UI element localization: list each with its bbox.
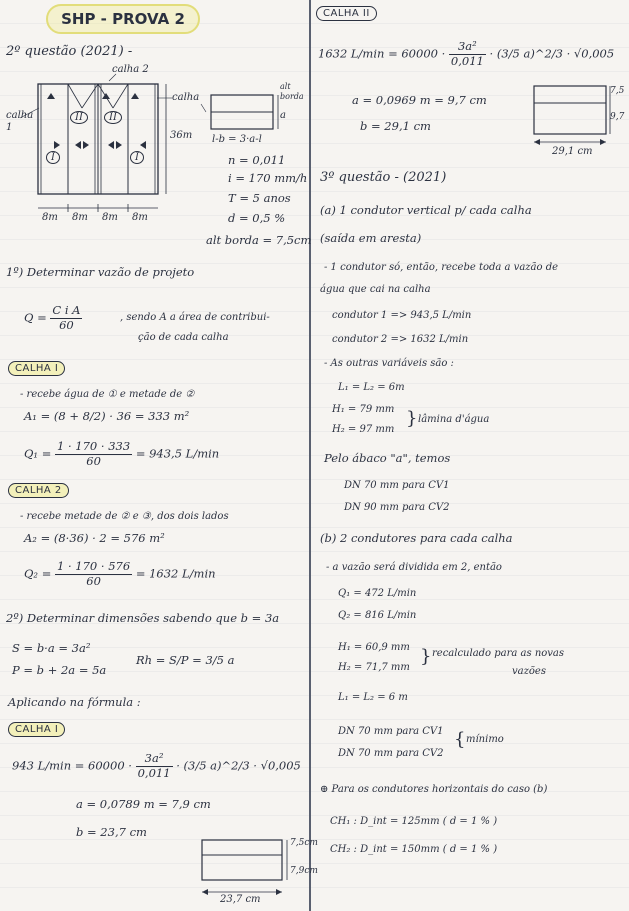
param-alt-borda: alt borda = 7,5cm xyxy=(206,233,312,247)
calha1-dim-b: 23,7 cm xyxy=(220,894,261,905)
formula-q-note: , sendo A a área de contribui- xyxy=(120,312,270,323)
calha1-tag: CALHA I xyxy=(8,361,65,376)
l-equation-b: L₁ = L₂ = 6 m xyxy=(338,692,408,703)
calha2-dim-borda: 7,5 xyxy=(610,86,625,96)
dn2b: DN 70 mm para CV2 xyxy=(338,748,444,759)
outras-variaveis: - As outras variáveis são : xyxy=(324,358,454,369)
dn1: DN 70 mm para CV1 xyxy=(344,480,450,491)
recalc-label: recalculado para as novas xyxy=(432,648,565,659)
recalc-label2: vazões xyxy=(512,666,546,677)
calha2-desc: - recebe metade de ② e ③, dos dois lados xyxy=(20,511,229,522)
abaco-text: Pelo ábaco "a", temos xyxy=(324,451,451,465)
formula-q-note2: ção de cada calha xyxy=(138,332,229,343)
dn2: DN 90 mm para CV2 xyxy=(344,502,450,513)
column-divider xyxy=(309,0,311,911)
minimo-label: mínimo xyxy=(466,734,504,745)
horizontal-note: ⊕ Para os condutores horizontais do caso (b) xyxy=(320,784,548,795)
param-i: i = 170 mm/h xyxy=(228,171,308,185)
width-label-3: 8m xyxy=(102,212,118,223)
aplicando-label: Aplicando na fórmula : xyxy=(8,695,141,709)
calha1-dim-a: 7,9cm xyxy=(290,866,318,876)
ch1: CH₁ : D_int = 125mm ( d = 1 % ) xyxy=(330,816,498,827)
q3-title: 3º questão - (2021) xyxy=(320,170,447,185)
section-label-2: II xyxy=(70,112,88,124)
calha1b-tag: CALHA I xyxy=(8,722,65,737)
q3b-title: (b) 2 condutores para cada calha xyxy=(320,531,513,545)
width-label-2: 8m xyxy=(72,212,88,223)
calha2-a-result: a = 0,0969 m = 9,7 cm xyxy=(352,93,487,107)
page-title: SHP - PROVA 2 xyxy=(46,4,200,34)
l-equation: L₁ = L₂ = 6m xyxy=(338,382,405,393)
q3b-text: - a vazão será dividida em 2, então xyxy=(326,562,502,573)
q3a-text1: - 1 condutor só, então, recebe toda a vazão de xyxy=(324,262,559,273)
calha2-label: calha 2 xyxy=(112,64,149,75)
h1b-value: H₁ = 60,9 mm xyxy=(338,642,410,653)
calha2-area: A₂ = (8·36) · 2 = 576 m² xyxy=(24,531,165,545)
alt-borda-label: alt borda xyxy=(280,82,304,101)
calha1-desc: - recebe água de ① e metade de ② xyxy=(20,389,195,400)
q3a-subtitle: (saída em aresta) xyxy=(320,231,422,245)
h2b-value: H₂ = 71,7 mm xyxy=(338,662,410,673)
a-dim-label: a xyxy=(280,110,286,121)
p-equation: P = b + 2a = 5a xyxy=(12,663,107,677)
q2-title: 2º questão (2021) - xyxy=(6,44,133,59)
dn1b: DN 70 mm para CV1 xyxy=(338,726,444,737)
calha2-tag: CALHA 2 xyxy=(8,483,69,498)
b-equation: l-b = 3·a-l xyxy=(212,134,262,145)
calha2-tag-right: CALHA II xyxy=(316,6,377,21)
ch2: CH₂ : D_int = 150mm ( d = 1 % ) xyxy=(330,844,498,855)
calha2-dim-b: 29,1 cm xyxy=(552,146,593,157)
q3a-text2: água que cai na calha xyxy=(320,284,431,295)
calha2-equation: 1632 L/min = 60000 · $\frac{\text{3a²}}{0,011}$ · (3/5 a)^2/3 · √0,005 xyxy=(318,39,615,68)
width-label-1: 8m xyxy=(42,212,58,223)
step2-title: 2º) Determinar dimensões sabendo que b = 3a xyxy=(6,611,280,625)
lamina-label: lâmina d'água xyxy=(418,414,490,425)
section-label-1: I xyxy=(46,152,60,164)
section-label-3: II xyxy=(104,112,122,124)
condutor1: condutor 1 => 943,5 L/min xyxy=(332,310,472,321)
height-label: 36m xyxy=(170,130,193,141)
calha1-label: calha 1 xyxy=(6,110,34,133)
calha1b-b-result: b = 23,7 cm xyxy=(76,825,147,839)
width-label-4: 8m xyxy=(132,212,148,223)
condutor2: condutor 2 => 1632 L/min xyxy=(332,334,469,345)
param-n: n = 0,011 xyxy=(228,153,286,167)
q3a-title: (a) 1 condutor vertical p/ cada calha xyxy=(320,203,532,217)
calha1b-a-result: a = 0,0789 m = 7,9 cm xyxy=(76,797,211,811)
dn-brace: { xyxy=(454,729,466,750)
formula-q: Q = $\frac{\text{C i A}}{60}$ xyxy=(24,303,81,332)
h1-value: H₁ = 79 mm xyxy=(332,404,395,415)
h-brace: } xyxy=(406,408,418,429)
calha2-q: Q₂ = $\frac{1 \cdot 170 \cdot 576}{60}$ = 1632 L/min xyxy=(24,559,216,588)
s-equation: S = b·a = 3a² xyxy=(12,641,91,655)
q2b-value: Q₂ = 816 L/min xyxy=(338,610,417,621)
h2-value: H₂ = 97 mm xyxy=(332,424,395,435)
calha1-area: A₁ = (8 + 8/2) · 36 = 333 m² xyxy=(24,409,190,423)
section-label-4: I xyxy=(130,152,144,164)
calha1-dim-borda: 7,5cm xyxy=(290,838,318,848)
calha1b-equation: 943 L/min = 60000 · $\frac{\text{3a²}}{0,011}$ · (3/5 a)^2/3 · √0,005 xyxy=(12,751,301,780)
q1b-value: Q₁ = 472 L/min xyxy=(338,588,417,599)
hb-brace: } xyxy=(420,646,432,667)
calha2-dim-a: 9,7 xyxy=(610,112,625,122)
step1-title: 1º) Determinar vazão de projeto xyxy=(6,265,195,279)
rh-equation: Rh = S/P = 3/5 a xyxy=(136,653,235,667)
param-t: T = 5 anos xyxy=(228,191,291,205)
calha1-section-figure xyxy=(6,0,306,911)
calha1-q: Q₁ = $\frac{1 \cdot 170 \cdot 333}{60}$ = 943,5 L/min xyxy=(24,439,220,468)
param-d: d = 0,5 % xyxy=(228,211,286,225)
calha-label: calha xyxy=(172,92,200,103)
calha2-b-result: b = 29,1 cm xyxy=(360,119,431,133)
